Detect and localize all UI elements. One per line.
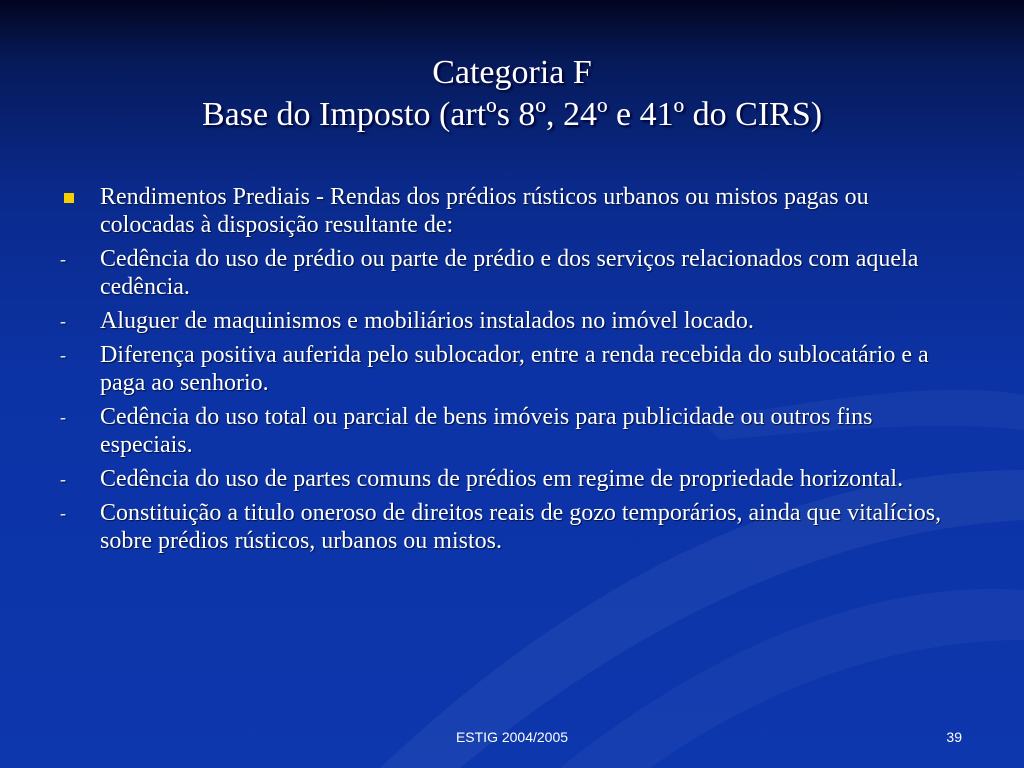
list-item: [58, 245, 968, 301]
dash-bullet-icon: -: [60, 249, 66, 269]
intro-bullet: [58, 183, 968, 239]
dash-bullet-icon: -: [60, 503, 66, 523]
list-item: [58, 341, 968, 397]
list-item: [58, 403, 968, 459]
slide-content: [58, 183, 968, 561]
dash-bullet-icon: -: [60, 407, 66, 427]
list-item: [58, 499, 968, 555]
page-number: 39: [946, 729, 962, 745]
intro-text: Rendimentos Prediais - Rendas dos prédios rústicos urbanos ou mistos pagas ou colocadas à disposição resultante de:: [100, 184, 869, 238]
list-item: [58, 465, 968, 493]
list-item-text: Cedência do uso de partes comuns de prédios em regime de propriedade horizontal.: [100, 466, 904, 492]
list-item: [58, 307, 968, 335]
dash-bullet-icon: -: [60, 311, 66, 331]
dash-bullet-icon: -: [60, 469, 66, 489]
slide-title: [0, 52, 1024, 136]
footer-text: ESTIG 2004/2005: [455, 729, 569, 745]
title-line-1: Categoria F: [432, 54, 592, 91]
square-bullet-icon: [64, 193, 74, 203]
list-item-text: Aluguer de maquinismos e mobiliários instalados no imóvel locado.: [100, 308, 754, 334]
list-item-text: Cedência do uso de prédio ou parte de prédio e dos serviços relacionados com aquela cedência.: [100, 246, 919, 300]
title-line-2: Base do Imposto (artºs 8º, 24º e 41º do CIRS): [201, 96, 823, 133]
list-item-text: Diferença positiva auferida pelo sublocador, entre a renda recebida do sublocatário e a paga ao senhorio.: [100, 342, 929, 396]
list-item-text: Constituição a titulo oneroso de direitos reais de gozo temporários, ainda que vitalícios, sobre prédios rústicos, urbanos ou mistos.: [100, 500, 942, 554]
list-item-text: Cedência do uso total ou parcial de bens imóveis para publicidade ou outros fins especiais.: [100, 404, 873, 458]
dash-bullet-icon: -: [60, 345, 66, 365]
